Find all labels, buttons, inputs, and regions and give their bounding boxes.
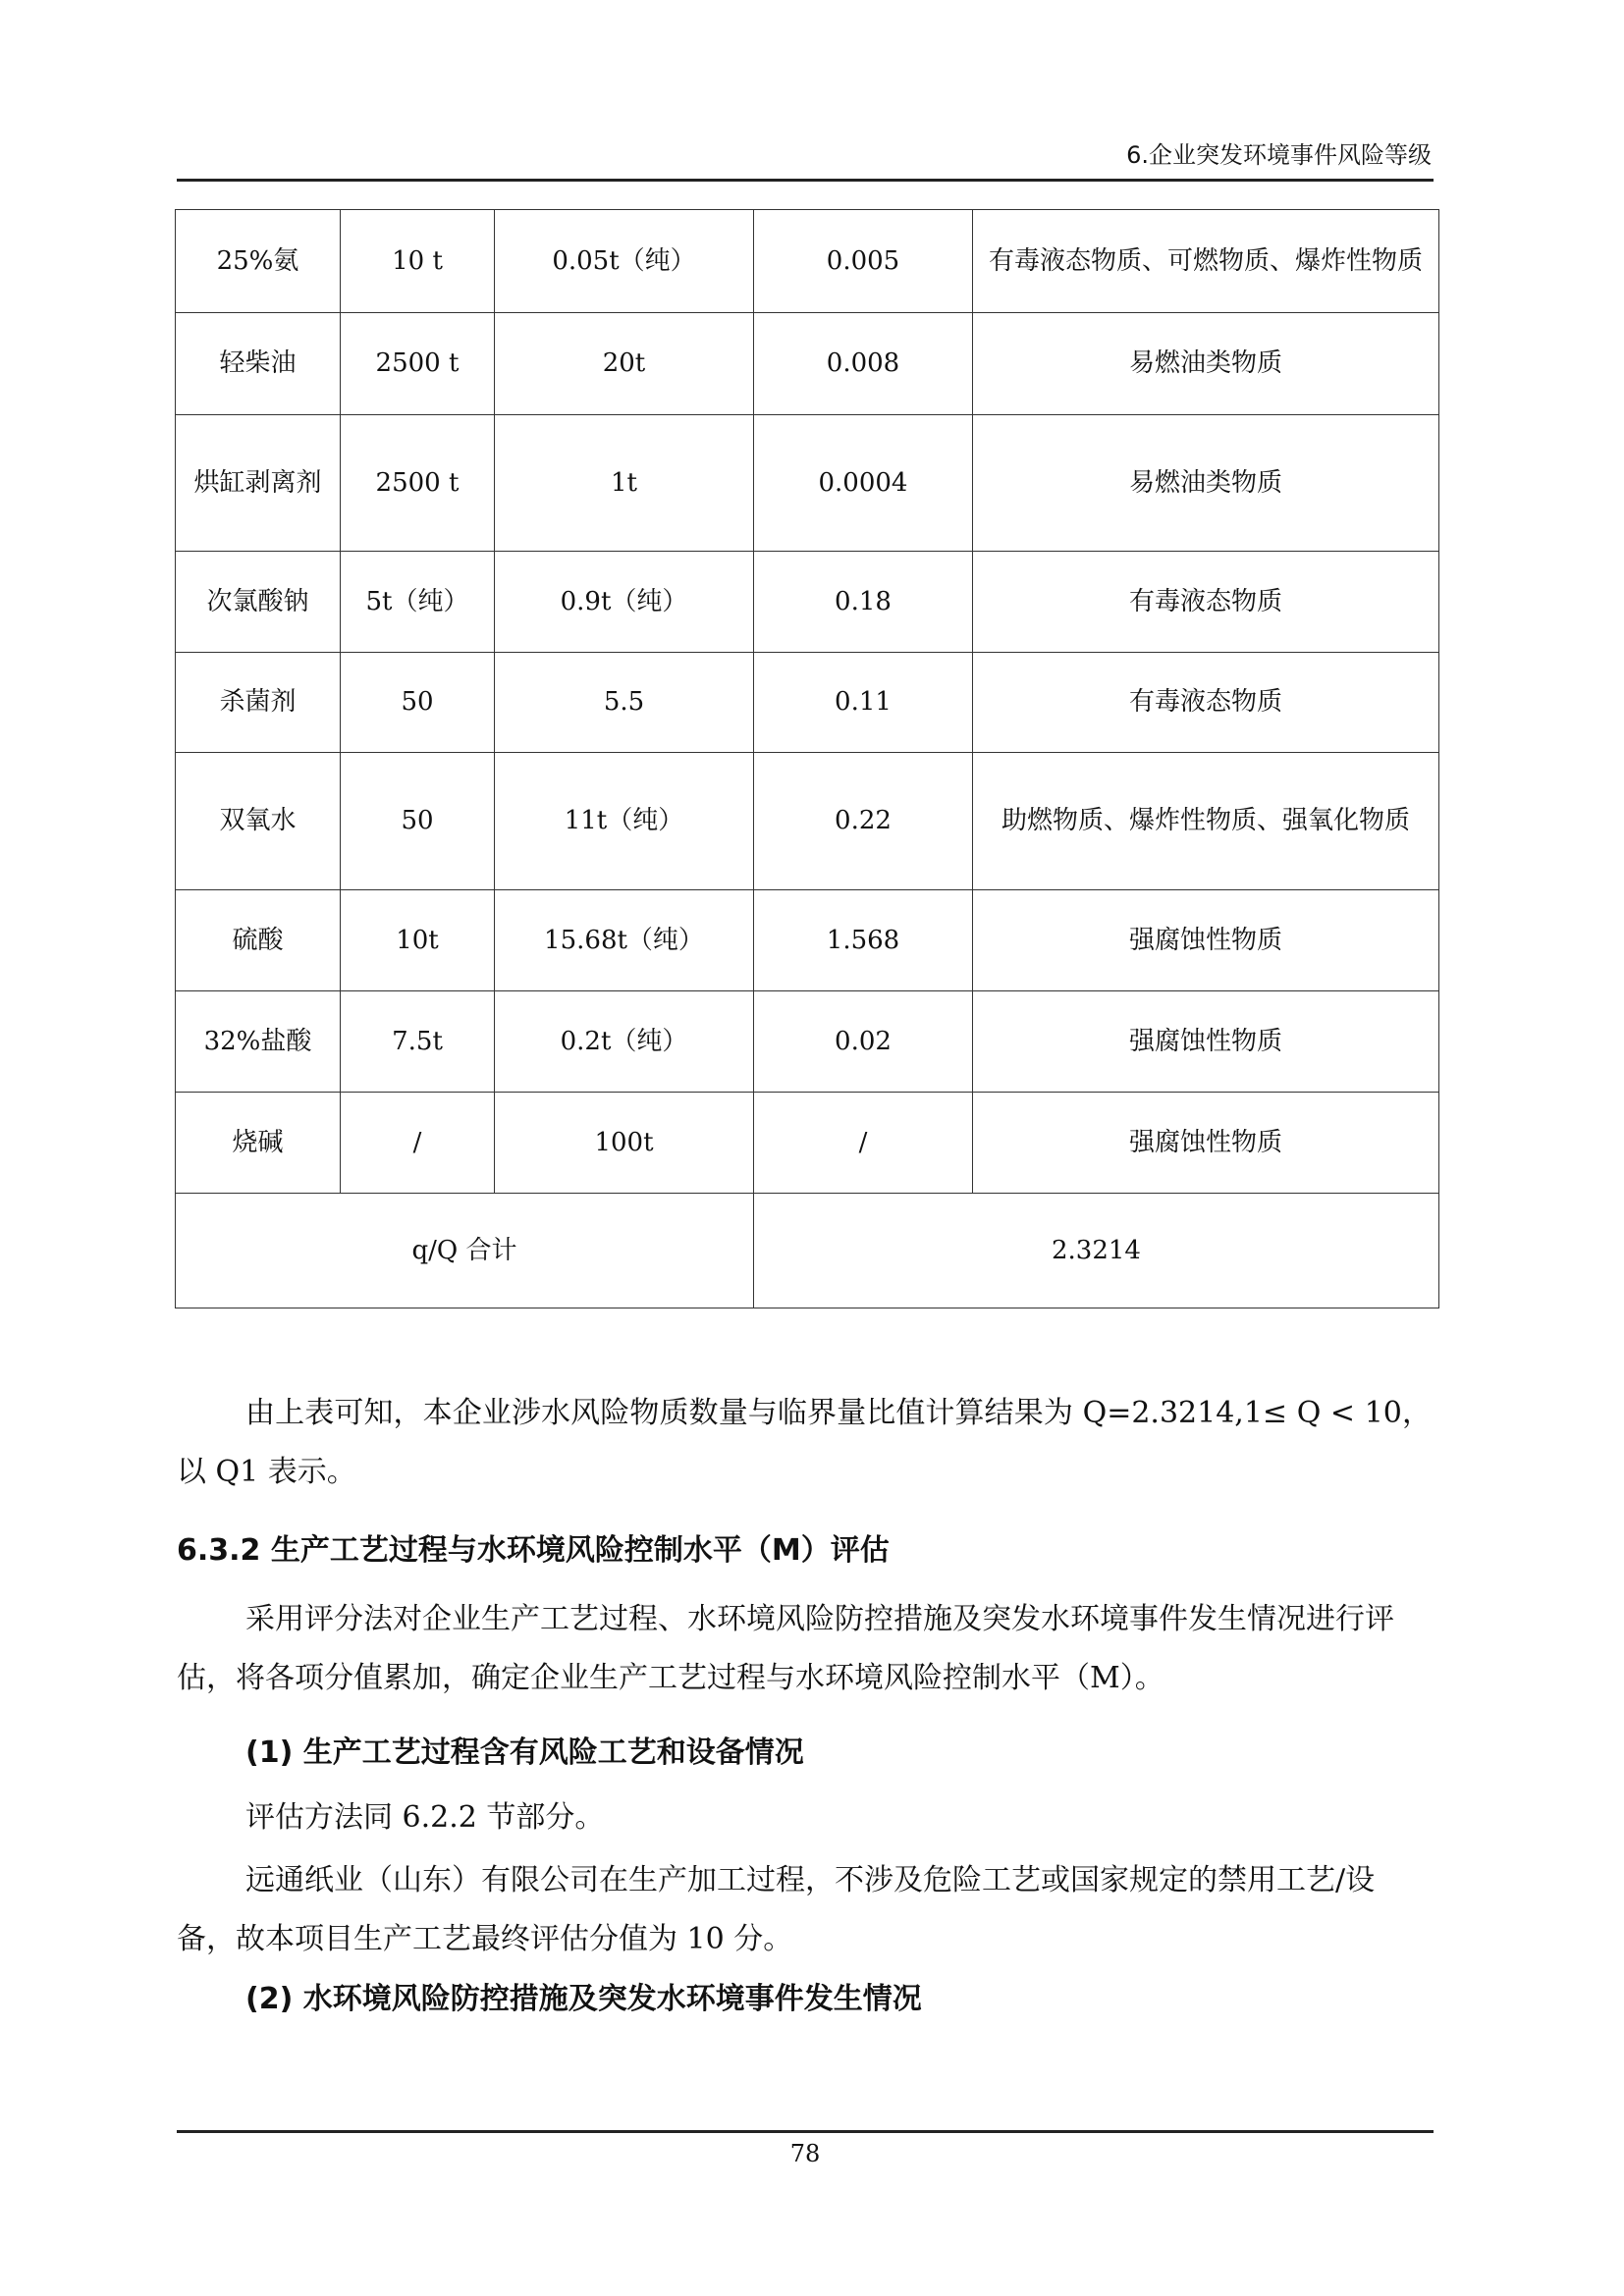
cell-category: 强腐蚀性物质 — [973, 1093, 1439, 1194]
cell-max-quantity: 5.5 — [495, 653, 754, 753]
cell-max-quantity: 0.9t（纯） — [495, 552, 754, 653]
running-header: 6.企业突发环境事件风险等级 — [1126, 141, 1432, 169]
cell-substance: 25%氨 — [176, 210, 341, 313]
cell-substance: 32%盐酸 — [176, 991, 341, 1093]
cell-substance: 烧碱 — [176, 1093, 341, 1194]
cell-substance: 烘缸剥离剂 — [176, 415, 341, 552]
subsection-title-2: (2) 水环境风险防控措施及突发水环境事件发生情况 — [245, 1982, 922, 2016]
cell-ratio: / — [754, 1093, 973, 1194]
cell-max-quantity: 0.05t（纯） — [495, 210, 754, 313]
table-row — [176, 753, 1439, 890]
cell-substance: 双氧水 — [176, 753, 341, 890]
header-rule — [177, 179, 1434, 182]
cell-category: 助燃物质、爆炸性物质、强氧化物质 — [973, 753, 1439, 890]
cell-ratio: 0.02 — [754, 991, 973, 1093]
table-row — [176, 552, 1439, 653]
cell-critical-quantity: 7.5t — [341, 991, 495, 1093]
cell-max-quantity: 0.2t（纯） — [495, 991, 754, 1093]
footer-rule — [177, 2130, 1434, 2133]
cell-ratio: 0.11 — [754, 653, 973, 753]
cell-max-quantity: 20t — [495, 313, 754, 415]
table-row — [176, 313, 1439, 415]
total-label: q/Q 合计 — [176, 1194, 754, 1308]
table-row — [176, 210, 1439, 313]
cell-category: 有毒液态物质、可燃物质、爆炸性物质 — [973, 210, 1439, 313]
cell-ratio: 0.008 — [754, 313, 973, 415]
cell-ratio: 0.18 — [754, 552, 973, 653]
cell-critical-quantity: / — [341, 1093, 495, 1194]
paragraph-eval-result: 远通纸业（山东）有限公司在生产加工过程，不涉及危险工艺或国家规定的禁用工艺/设备，故本项目生产工艺最终评估分值为 10 分。 — [177, 1863, 1376, 1956]
section-title: 6.3.2 生产工艺过程与水环境风险控制水平（M）评估 — [177, 1533, 890, 1568]
cell-substance: 杀菌剂 — [176, 653, 341, 753]
cell-ratio: 0.22 — [754, 753, 973, 890]
table-row — [176, 890, 1439, 991]
paragraph-method: 采用评分法对企业生产工艺过程、水环境风险防控措施及突发水环境事件发生情况进行评估，将各项分值累加，确定企业生产工艺过程与水环境风险控制水平（M）。 — [177, 1602, 1394, 1695]
table-row — [176, 991, 1439, 1093]
cell-category: 强腐蚀性物质 — [973, 991, 1439, 1093]
cell-substance: 次氯酸钠 — [176, 552, 341, 653]
substance-table — [175, 209, 1439, 1308]
cell-max-quantity: 15.68t（纯） — [495, 890, 754, 991]
paragraph-result: 由上表可知，本企业涉水风险物质数量与临界量比值计算结果为 Q=2.3214,1≤ Q < 10，以 Q1 表示。 — [177, 1396, 1432, 1489]
cell-ratio: 0.0004 — [754, 415, 973, 552]
paragraph-eval-method: 评估方法同 6.2.2 节部分。 — [245, 1800, 605, 1835]
cell-max-quantity: 100t — [495, 1093, 754, 1194]
cell-critical-quantity: 50 — [341, 653, 495, 753]
cell-ratio: 0.005 — [754, 210, 973, 313]
cell-critical-quantity: 10t — [341, 890, 495, 991]
cell-critical-quantity: 2500 t — [341, 415, 495, 552]
cell-max-quantity: 11t（纯） — [495, 753, 754, 890]
cell-category: 易燃油类物质 — [973, 313, 1439, 415]
cell-substance: 硫酸 — [176, 890, 341, 991]
cell-category: 强腐蚀性物质 — [973, 890, 1439, 991]
page-number: 78 — [789, 2140, 821, 2167]
cell-critical-quantity: 5t（纯） — [341, 552, 495, 653]
cell-critical-quantity: 50 — [341, 753, 495, 890]
cell-critical-quantity: 10 t — [341, 210, 495, 313]
table-total-row — [176, 1194, 1439, 1308]
cell-category: 有毒液态物质 — [973, 552, 1439, 653]
total-value: 2.3214 — [754, 1194, 1439, 1308]
table-row — [176, 653, 1439, 753]
table-row — [176, 415, 1439, 552]
subsection-title-1: (1) 生产工艺过程含有风险工艺和设备情况 — [245, 1735, 804, 1770]
cell-category: 易燃油类物质 — [973, 415, 1439, 552]
table-row — [176, 1093, 1439, 1194]
cell-max-quantity: 1t — [495, 415, 754, 552]
cell-ratio: 1.568 — [754, 890, 973, 991]
cell-substance: 轻柴油 — [176, 313, 341, 415]
cell-category: 有毒液态物质 — [973, 653, 1439, 753]
cell-critical-quantity: 2500 t — [341, 313, 495, 415]
